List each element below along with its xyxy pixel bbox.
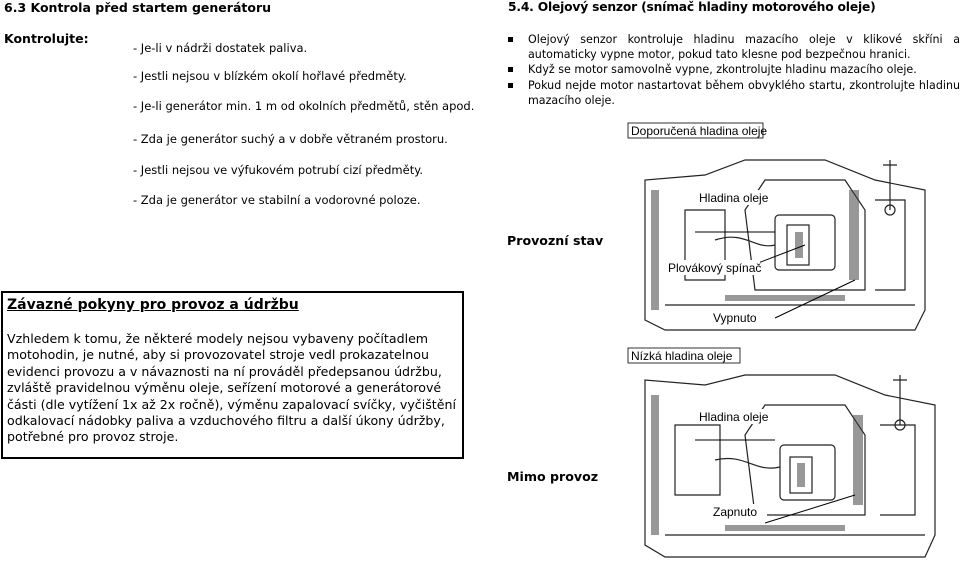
switch-off-label: Vypnuto: [713, 311, 757, 325]
checklist-item: - Jestli nejsou ve výfukovém potrubí cizí předměty.: [133, 163, 424, 177]
bullet-item: Když se motor samovolně vypne, zkontrolujte hladinu mazacího oleje.: [508, 62, 960, 77]
diagram-recommended-oil-level: [625, 120, 960, 342]
oil-sensor-bullets: [508, 32, 960, 108]
state-off-label: Mimo provoz: [507, 469, 599, 484]
oil-level-label: Hladina oleje: [699, 410, 769, 424]
section-heading-left: 6.3 Kontrola před startem generátoru: [4, 0, 272, 15]
diagram-low-oil-level: [625, 345, 960, 567]
diagram-bottom-title: Nízká hladina oleje: [631, 349, 733, 363]
bullet-square-icon: [508, 67, 513, 72]
oil-level-label: Hladina oleje: [699, 191, 769, 205]
float-switch-label: Plovákový spínač: [668, 261, 762, 275]
bullet-item: Olejový senzor kontroluje hladinu mazacího oleje v klikové skříni a automaticky vypne motor, pokud tato klesne pod bezpečnou hranici.: [508, 32, 960, 62]
notice-body: Vzhledem k tomu, že některé modely nejsou vybaveny počítadlem motohodin, je nutné, aby si provozovatel stroje vedl prokazatelnou evidenci provozu a v návaznosti na ní prováděl předepsanou údržbu, zvláště pravidelnou výměnu oleje, seřízení motorové a generátorové části (dle vytížení 1x až 2x ročně), výměnu zapalovací svíčky, vyčištění odkalovací nádobky paliva a vzduchového filtru a další úkony údržby, potřebné pro provoz stroje.: [7, 331, 456, 445]
notice-title: Závazné pokyny pro provoz a údržbu: [7, 297, 299, 313]
switch-on-label: Zapnuto: [713, 505, 758, 519]
checklist-item: - Jestli nejsou v blízkém okolí hořlavé předměty.: [133, 69, 407, 83]
diagram-top-title: Doporučená hladina oleje: [631, 124, 768, 138]
bullet-square-icon: [508, 83, 513, 88]
checklist-label: Kontrolujte:: [4, 31, 89, 46]
engine-cross-section-illustration: [625, 120, 960, 342]
state-running-label: Provozní stav: [507, 233, 604, 248]
engine-cross-section-illustration: [625, 345, 960, 567]
checklist-item: - Zda je generátor ve stabilní a vodorovné poloze.: [133, 193, 421, 207]
checklist-item: - Je-li v nádrži dostatek paliva.: [133, 41, 308, 55]
checklist-item: - Je-li generátor min. 1 m od okolních předmětů, stěn apod.: [133, 99, 475, 113]
section-heading-right: 5.4. Olejový senzor (snímač hladiny motorového oleje): [508, 0, 876, 14]
maintenance-notice-box: [1, 291, 464, 459]
bullet-square-icon: [508, 37, 513, 42]
bullet-item: Pokud nejde motor nastartovat během obvyklého startu, zkontrolujte hladinu mazacího oleje.: [508, 78, 960, 108]
checklist-item: - Zda je generátor suchý a v dobře větraném prostoru.: [133, 132, 448, 146]
